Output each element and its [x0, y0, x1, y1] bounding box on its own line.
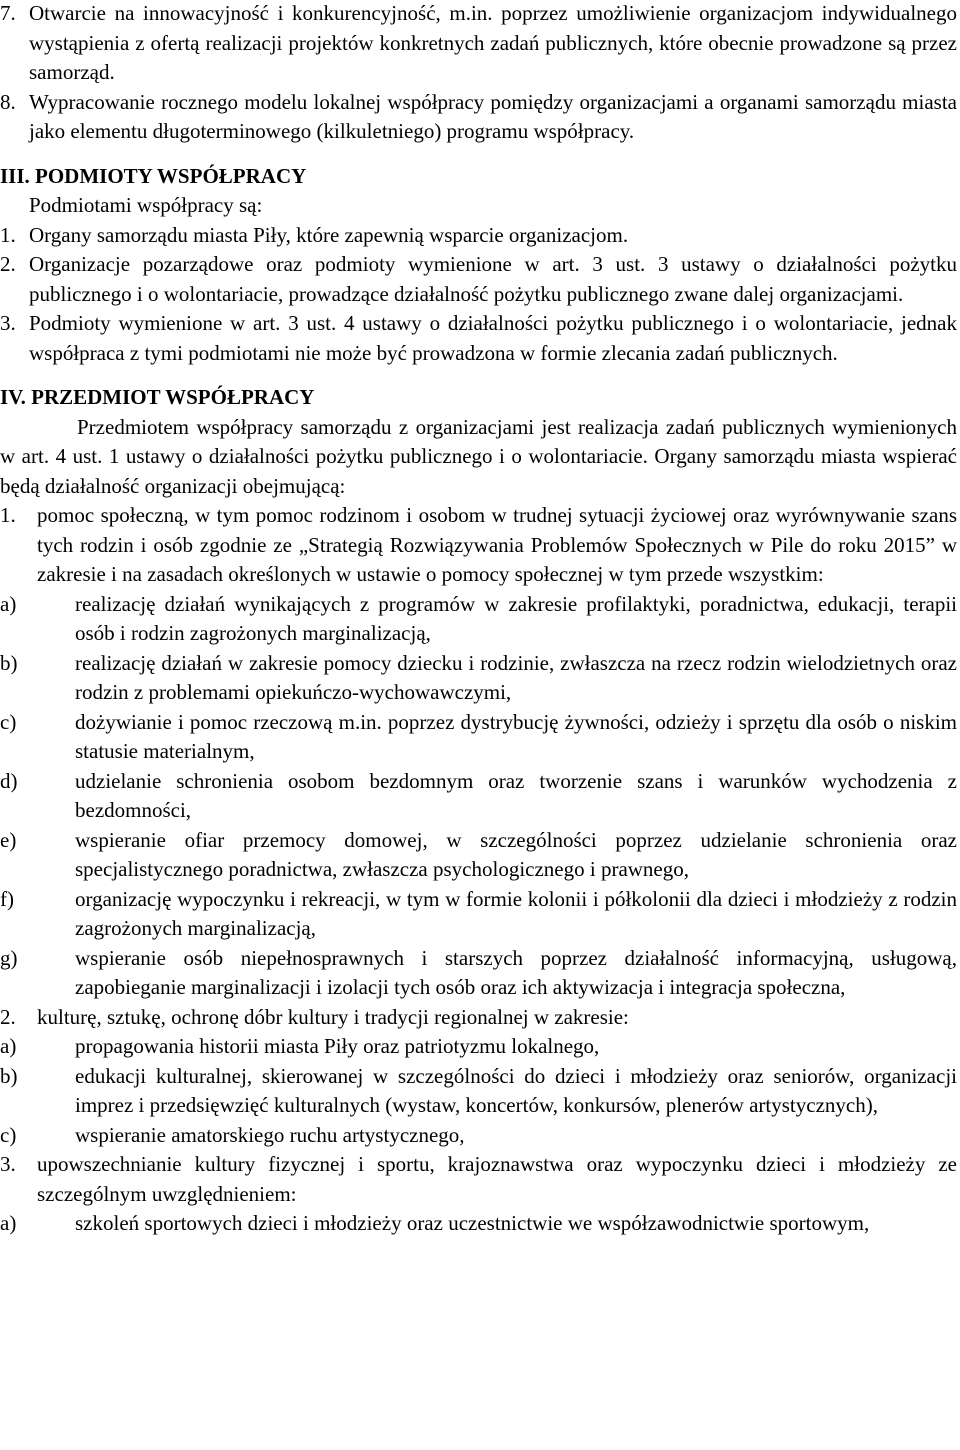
section-lead: Podmiotami współpracy są: — [29, 193, 263, 217]
sub-item-text: realizację działań wynikających z programów w zakresie profilaktyki, poradnictwa, edukacji, terapii osób i rodzin zagrożonych marginalizacją, — [75, 591, 957, 645]
sub-item-text: wspieranie ofiar przemocy domowej, w szczególności poprzez udzielanie schronienia oraz specjalistycznego poradnictwa, zwłaszcza psychologicznego i prawnego, — [75, 827, 957, 881]
item-number: 3. — [0, 311, 16, 335]
sub-item-text: wspieranie amatorskiego ruchu artystycznego, — [75, 1122, 465, 1147]
item-number: 1. — [0, 503, 16, 527]
sub-list-item — [0, 826, 957, 885]
section-heading: IV. PRZEDMIOT WSPÓŁPRACY — [0, 385, 315, 409]
item-text: kulturę, sztukę, ochronę dóbr kultury i tradycji regionalnej w zakresie: — [37, 1004, 629, 1029]
sub-list-item — [0, 1032, 957, 1062]
sub-item-letter: d) — [0, 768, 18, 793]
sub-item-text: propagowania historii miasta Piły oraz patriotyzmu lokalnego, — [75, 1034, 600, 1058]
sub-item-text: udzielanie schronienia osobom bezdomnym oraz tworzenie szans i warunków wychodzenia z bezdomności, — [75, 768, 957, 822]
sub-item-letter: a) — [0, 1211, 17, 1235]
list-item — [0, 1150, 957, 1209]
sub-list-item — [0, 1121, 957, 1151]
item-text: pomoc społeczną, w tym pomoc rodzinom i osobom w trudnej sytuacji życiowej oraz wyrównywanie szans tych rodzin i osób zgodnie ze „Strategią Rozwiązywania Problemów Społecznych w Pile do roku 2015” w zakresie i na zasadach określonych w ustawie o pomocy społecznej w tym przede wszystkim: — [37, 503, 957, 586]
sub-item-text: dożywianie i pomoc rzeczową m.in. poprzez dystrybucję żywności, odzieży i sprzętu dla osób o niskim statusie materialnym, — [75, 709, 957, 763]
list-item — [0, 501, 957, 590]
sub-item-letter: f) — [0, 886, 14, 911]
sub-item-text: realizację działań w zakresie pomocy dziecku i rodzinie, zwłaszcza na rzecz rodzin wielodzietnych oraz rodzin z problemami opiekuńczo-wychowawczymi, — [75, 650, 957, 704]
sub-list-item — [0, 885, 957, 944]
sub-item-letter: e) — [0, 827, 17, 852]
item-text: Otwarcie na innowacyjność i konkurencyjność, m.in. poprzez umożliwienie organizacjom indywidualnego wystąpienia z ofertą realizacji projektów konkretnych zadań publicznych, które obecnie prowadzone są przez samorząd. — [29, 1, 957, 84]
sub-item-letter: c) — [0, 1122, 17, 1147]
sub-list-item — [0, 649, 957, 708]
list-item — [0, 1003, 957, 1033]
list-item — [0, 0, 957, 88]
item-number: 7. — [0, 1, 16, 25]
item-number: 3. — [0, 1152, 16, 1176]
sub-list-item — [0, 1062, 957, 1121]
sub-item-text: edukacji kulturalnej, skierowanej w szczególności do dzieci i młodzieży oraz seniorów, organizacji imprez i przedsięwzięć kulturalnych (wystaw, koncertów, konkursów, plenerów artystycznych), — [75, 1063, 957, 1117]
sub-item-letter: b) — [0, 1063, 18, 1088]
sub-item-text: wspieranie osób niepełnosprawnych i starszych poprzez działalność informacyjną, usługową, zapobieganie marginalizacji i izolacji tych osób oraz ich aktywizacja i integracja społeczna, — [75, 945, 957, 999]
item-text: Podmioty wymienione w art. 3 ust. 4 ustawy o działalności pożytku publicznego i o wolontariacie, jednak współpraca z tymi podmiotami nie może być prowadzona w formie zlecania zadań publicznych. — [29, 311, 957, 365]
item-text: upowszechnianie kultury fizycznej i sportu, krajoznawstwa oraz wypoczynku dzieci i młodzieży ze szczególnym uwzględnieniem: — [37, 1152, 957, 1206]
sub-item-text: szkoleń sportowych dzieci i młodzieży oraz uczestnictwie we współzawodnictwie sportowym, — [75, 1211, 870, 1235]
section-lead: Przedmiotem współpracy samorządu z organizacjami jest realizacja zadań publicznych wymienionych w art. 4 ust. 1 ustawy o działalności pożytku publicznego i o wolontariacie. Organy samorządu miasta wspierać będą działalność organizacji obejmującą: — [0, 414, 957, 498]
item-text: Organizacje pozarządowe oraz podmioty wymienione w art. 3 ust. 3 ustawy o działalności pożytku publicznego i o wolontariacie, prowadzące działalność pożytku publicznego zwane dalej organizacjami. — [29, 252, 957, 306]
list-item — [0, 221, 957, 251]
sub-item-letter: a) — [0, 1034, 17, 1058]
sub-item-letter: a) — [0, 591, 17, 616]
item-text: Wypracowanie rocznego modelu lokalnej współpracy pomiędzy organizacjami a organami samorządu miasta jako elementu długoterminowego (kilkuletniego) programu współpracy. — [29, 89, 957, 143]
item-text: Organy samorządu miasta Piły, które zapewnią wsparcie organizacjom. — [29, 222, 629, 247]
list-item — [0, 309, 957, 368]
sub-item-letter: g) — [0, 945, 18, 970]
list-item — [0, 250, 957, 309]
sub-item-letter: b) — [0, 650, 18, 675]
item-number: 2. — [0, 252, 16, 276]
section-heading: III. PODMIOTY WSPÓŁPRACY — [0, 163, 307, 188]
item-number: 8. — [0, 89, 16, 114]
sub-list-item — [0, 708, 957, 767]
list-item — [0, 88, 957, 147]
sub-list-item — [0, 590, 957, 649]
sub-list-item — [0, 1209, 957, 1239]
item-number: 2. — [0, 1004, 16, 1029]
item-number: 1. — [0, 222, 16, 247]
sub-item-text: organizację wypoczynku i rekreacji, w tym w formie kolonii i półkolonii dla dzieci i młodzieży z rodzin zagrożonych marginalizacją, — [75, 886, 957, 940]
sub-list-item — [0, 767, 957, 826]
sub-list-item — [0, 944, 957, 1003]
sub-item-letter: c) — [0, 709, 17, 734]
